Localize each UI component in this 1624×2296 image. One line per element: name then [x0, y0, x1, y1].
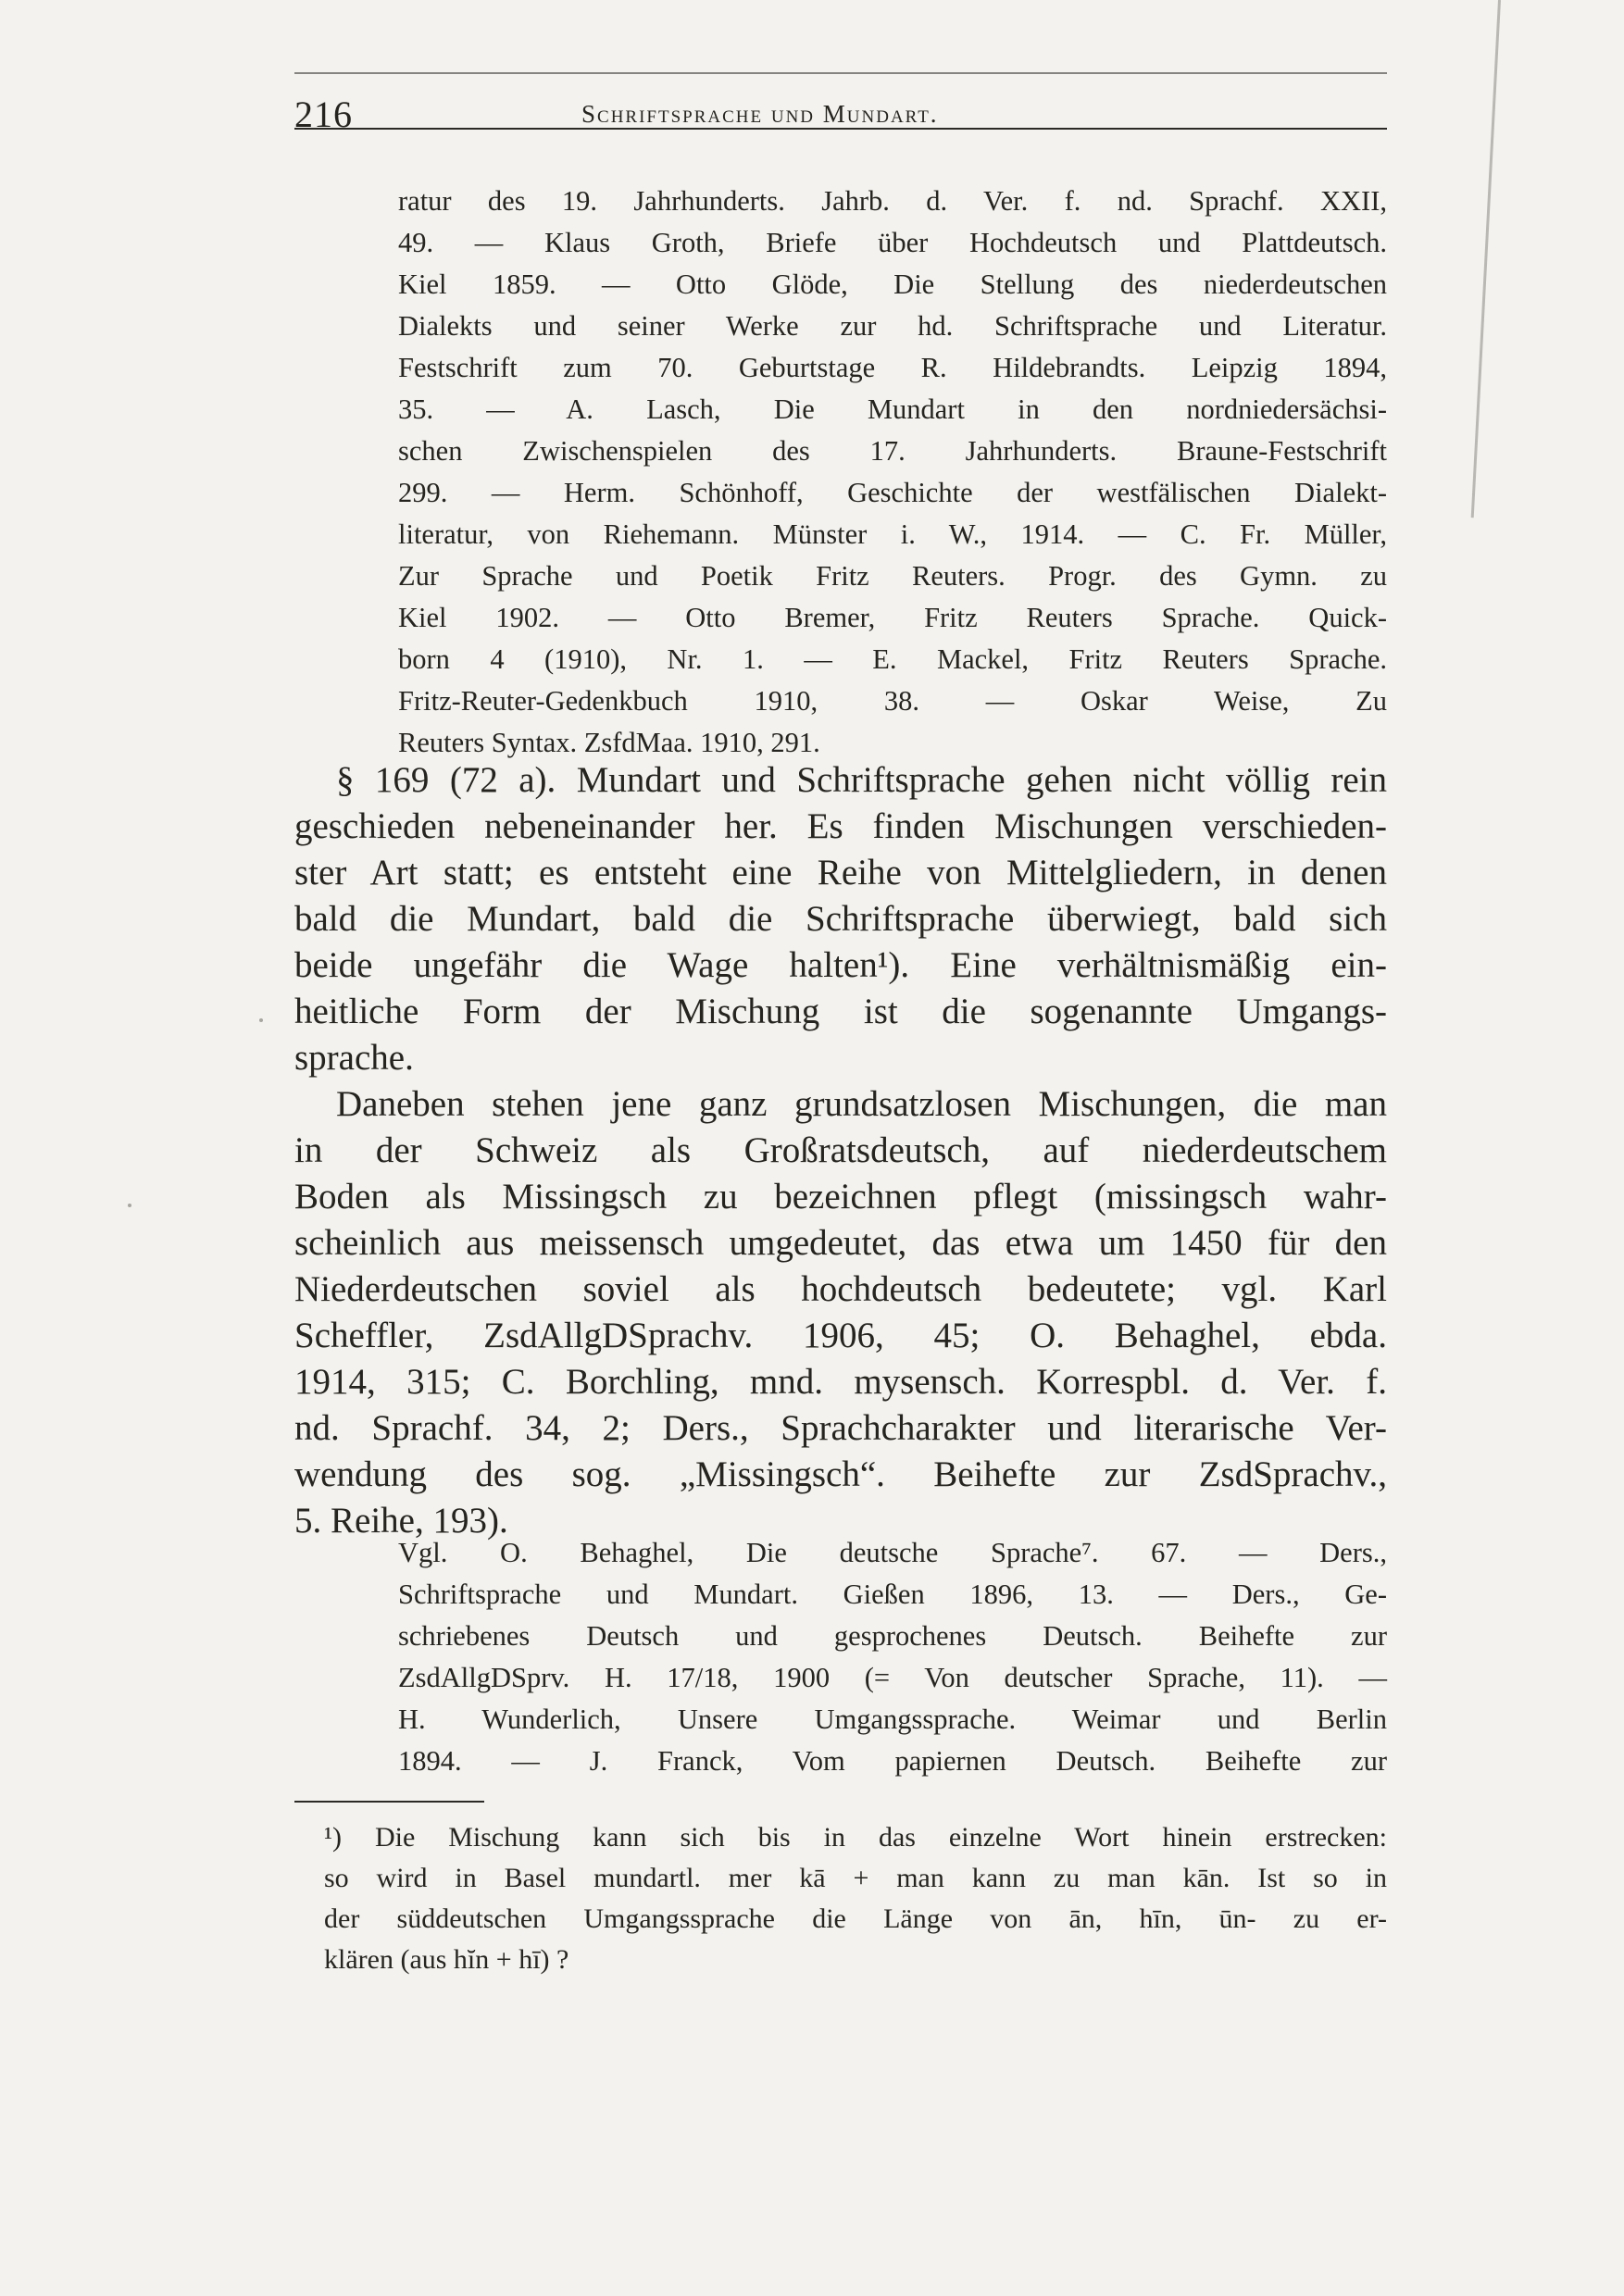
text-line: born 4 (1910), Nr. 1. — E. Mackel, Fritz Reuters Sprache. [398, 643, 1387, 675]
section-169-paragraph [294, 757, 1387, 1081]
margin-mark [1471, 0, 1501, 518]
text-line: Reuters Syntax. ZsfdMaa. 1910, 291. [398, 727, 820, 758]
main-text-block [294, 757, 1387, 1544]
references-block [398, 1532, 1387, 1782]
text-line: 5. Reihe, 193). [294, 1501, 508, 1541]
footnote-line: ¹) Die Mischung kann sich bis in das einzelne Wort hinein erstrecken: [324, 1822, 1387, 1853]
footnote [324, 1817, 1387, 1980]
paper-spot [128, 1204, 131, 1207]
text-line: schen Zwischenspielen des 17. Jahrhunderts. Braune-Festschrift [398, 435, 1387, 467]
text-line: 299. — Herm. Schönhoff, Geschichte der westfälischen Dialekt- [398, 477, 1387, 508]
text-line: Kiel 1859. — Otto Glöde, Die Stellung des niederdeutschen [398, 268, 1387, 300]
footnote-line: der süddeutschen Umgangssprache die Länge von ān, hīn, ūn- zu er- [324, 1903, 1387, 1934]
text-line: ZsdAllgDSprv. H. 17/18, 1900 (= Von deutscher Sprache, 11). — [398, 1662, 1387, 1693]
page-number: 216 [294, 94, 353, 135]
text-line: Vgl. O. Behaghel, Die deutsche Sprache⁷. 67. — Ders., [398, 1537, 1387, 1568]
paper-spot [259, 1018, 263, 1022]
text-line: ster Art statt; es entsteht eine Reihe von Mittelgliedern, in denen [294, 853, 1387, 892]
text-line: Fritz-Reuter-Gedenkbuch 1910, 38. — Oskar Weise, Zu [398, 685, 1387, 717]
footnote-line: so wird in Basel mundartl. mer kā + man kann zu man kān. Ist so in [324, 1863, 1387, 1893]
text-line: § 169 (72 a). Mundart und Schriftsprache gehen nicht völlig rein [336, 760, 1387, 800]
text-line: Niederdeutschen soviel als hochdeutsch bedeutete; vgl. Karl [294, 1269, 1387, 1309]
page-header [294, 72, 1387, 135]
footnote-line: klären (aus hĭn + hī) ? [324, 1944, 569, 1975]
text-line: Schriftsprache und Mundart. Gießen 1896, 13. — Ders., Ge- [398, 1578, 1387, 1610]
text-line: literatur, von Riehemann. Münster i. W., 1914. — C. Fr. Müller, [398, 518, 1387, 550]
text-line: 49. — Klaus Groth, Briefe über Hochdeutsch und Plattdeutsch. [398, 227, 1387, 258]
text-line: Kiel 1902. — Otto Bremer, Fritz Reuters Sprache. Quick- [398, 602, 1387, 633]
text-line: nd. Sprachf. 34, 2; Ders., Sprachcharakter und literarische Ver- [294, 1408, 1387, 1448]
bibliography-block [398, 181, 1387, 764]
text-line: beide ungefähr die Wage halten¹). Eine verhältnismäßig ein- [294, 945, 1387, 985]
text-line: Festschrift zum 70. Geburtstage R. Hildebrandts. Leipzig 1894, [398, 352, 1387, 383]
text-line: in der Schweiz als Großratsdeutsch, auf niederdeutschem [294, 1130, 1387, 1170]
text-line: geschieden nebeneinander her. Es finden Mischungen verschieden- [294, 806, 1387, 846]
text-line: Dialekts und seiner Werke zur hd. Schriftsprache und Literatur. [398, 310, 1387, 342]
text-line: Boden als Missingsch zu bezeichnen pflegt (missingsch wahr- [294, 1177, 1387, 1217]
text-line: 1894. — J. Franck, Vom papiernen Deutsch. Beihefte zur [398, 1745, 1387, 1777]
text-line: bald die Mundart, bald die Schriftsprache überwiegt, bald sich [294, 899, 1387, 939]
text-line: 1914, 315; C. Borchling, mnd. mysensch. Korrespbl. d. Ver. f. [294, 1362, 1387, 1402]
text-line: schriebenes Deutsch und gesprochenes Deutsch. Beihefte zur [398, 1620, 1387, 1652]
text-line: wendung des sog. „Missingsch“. Beihefte zur ZsdSprachv., [294, 1454, 1387, 1494]
text-line: Daneben stehen jene ganz grundsatzlosen Mischungen, die man [336, 1084, 1387, 1124]
text-line: ratur des 19. Jahrhunderts. Jahrb. d. Ver. f. nd. Sprachf. XXII, [398, 185, 1387, 217]
running-title: Schriftsprache und Mundart. [581, 100, 939, 128]
text-line: 35. — A. Lasch, Die Mundart in den nordniedersächsi- [398, 393, 1387, 425]
text-line: sprache. [294, 1038, 414, 1078]
text-line: Zur Sprache und Poetik Fritz Reuters. Progr. des Gymn. zu [398, 560, 1387, 592]
text-line: Scheffler, ZsdAllgDSprachv. 1906, 45; O. Behaghel, ebda. [294, 1316, 1387, 1355]
footnote-rule [294, 1801, 484, 1803]
text-line: heitliche Form der Mischung ist die sogenannte Umgangs- [294, 992, 1387, 1031]
text-line: H. Wunderlich, Unsere Umgangssprache. Weimar und Berlin [398, 1703, 1387, 1735]
text-line: scheinlich aus meissensch umgedeutet, das etwa um 1450 für den [294, 1223, 1387, 1263]
daneben-paragraph [294, 1081, 1387, 1544]
